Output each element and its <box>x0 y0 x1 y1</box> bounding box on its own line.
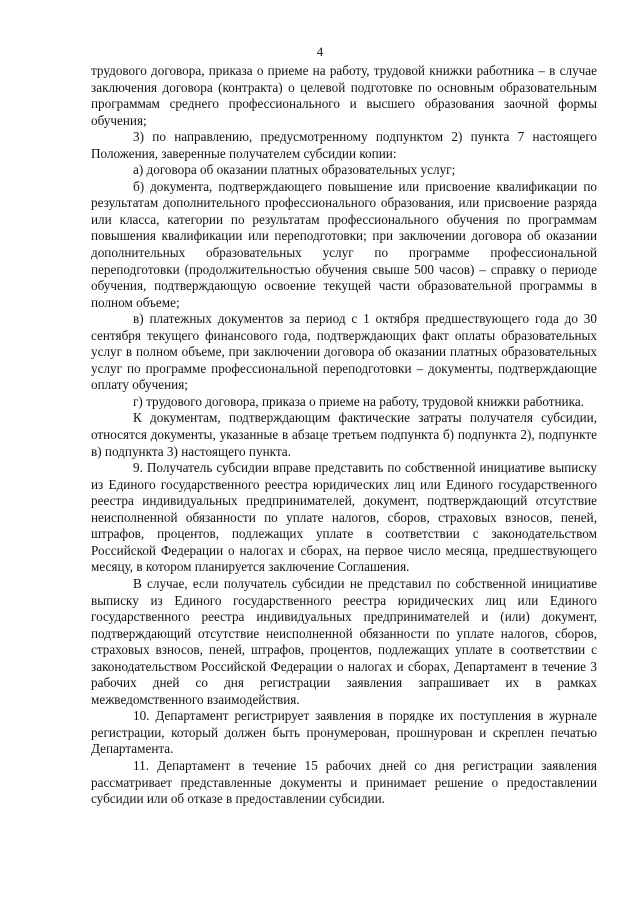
paragraph-subitem-v: в) платежных документов за период с 1 октября предшествующего года до 30 сентября текущего финансового года, подтверждающих факт оплаты образовательных услуг в полном объеме, при заключении договора об оказании платных образовательных услуг по программе профессиональной переподготовки – документы, подтверждающие оплату обучения; <box>91 311 597 393</box>
page-number: 4 <box>316 44 324 59</box>
paragraph-subitem-a: а) договора об оказании платных образовательных услуг; <box>133 162 456 178</box>
paragraph-actual-costs: К документам, подтверждающим фактические затраты получателя субсидии, относятся документы, указанные в абзаце третьем подпункта б) подпункта 2), подпункте в) подпункта 3) настоящего пункта. <box>91 410 597 459</box>
paragraph-clause-9: 9. Получатель субсидии вправе представить по собственной инициативе выписку из Единого государственного реестра юридических лиц или Единого государственного реестра индивидуальных предпринимателей, документ, подтверждающий отсутствие неисполненной обязанности по уплате налогов, сборов, страховых взносов, пеней, штрафов, процентов, подлежащих уплате в соответствии с законодательством Российской Федерации о налогах и сборах, на первое число месяца, предшествующего месяцу, в котором планируется заключение Соглашения. <box>91 460 597 575</box>
paragraph-continuation: трудового договора, приказа о приеме на работу, трудовой книжки работника – в случае заключения договора (контракта) о целевой подготовке по основным образовательным программам среднего профессионального и высшего образования заочной формы обучения; <box>91 63 597 128</box>
paragraph-subitem-b: б) документа, подтверждающего повышение или присвоение квалификации по результатам дополнительного профессионального образования, или присвоение разряда или класса, категории по результатам профессионального обучения по программам повышения квалификации или переподготовки; при заключении договора об оказании дополнительных образовательных услуг по программе профессиональной переподготовки (продолжительностью обучения свыше 500 часов) – справку о периоде обучения, подтверждающую освоение текущей части образовательной программы в полном объеме; <box>91 178 597 310</box>
paragraph-item-3: 3) по направлению, предусмотренному подпунктом 2) пункта 7 настоящего Положения, заверенные получателем субсидии копии: <box>91 129 597 161</box>
paragraph-clause-10: 10. Департамент регистрирует заявления в порядке их поступления в журнале регистрации, который должен быть пронумерован, прошнурован и скреплен печатью Департамента. <box>91 708 597 757</box>
document-body <box>91 63 597 808</box>
paragraph-clause-9-case: В случае, если получатель субсидии не представил по собственной инициативе выписку из Единого государственного реестра юридических лиц или Единого государственного реестра индивидуальных предпринимателей и (или) документ, подтверждающий отсутствие неисполненной обязанности по уплате налогов, сборов, страховых взносов, пеней, штрафов, процентов, подлежащих уплате в соответствии с законодательством Российской Федерации о налогах и сборах, Департамент в течение 3 рабочих дней со дня регистрации заявления запрашивает их в рамках межведомственного взаимодействия. <box>91 575 597 707</box>
paragraph-clause-11: 11. Департамент в течение 15 рабочих дней со дня регистрации заявления рассматривает представленные документы и принимает решение о предоставлении субсидии или об отказе в предоставлении субсидии. <box>91 757 597 807</box>
paragraph-subitem-g: г) трудового договора, приказа о приеме на работу, трудовой книжки работника. <box>133 393 584 409</box>
